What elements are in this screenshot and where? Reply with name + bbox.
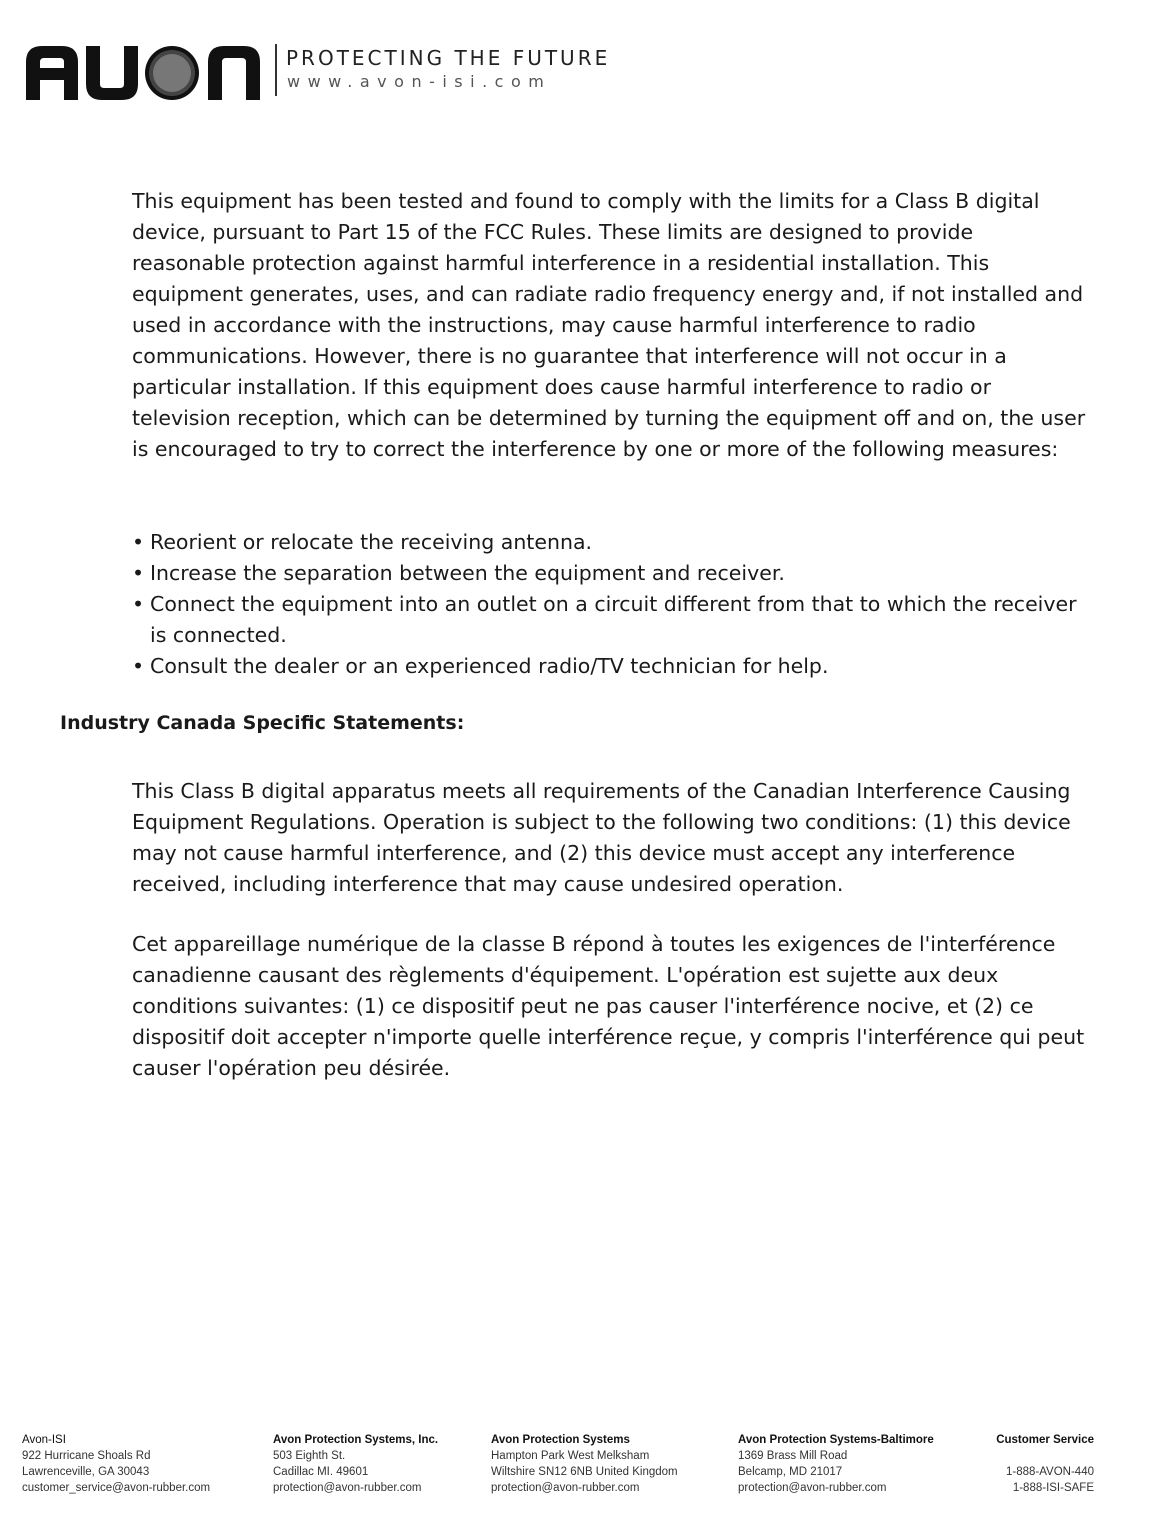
footer-email: customer_service@avon-rubber.com <box>22 1482 211 1494</box>
avon-logo <box>24 38 264 106</box>
footer-line: 922 Hurricane Shoals Rd <box>22 1450 151 1462</box>
list-item: • Reorient or relocate the receiving antenna. <box>132 527 1092 558</box>
footer-line: 503 Eighth St. <box>273 1450 346 1462</box>
footer-address-melksham <box>491 1432 678 1496</box>
footer-email: protection@avon-rubber.com <box>738 1482 887 1494</box>
list-item: • Consult the dealer or an experienced radio/TV technician for help. <box>132 651 1092 682</box>
footer-address-cadillac <box>273 1432 438 1496</box>
section-heading: Industry Canada Specific Statements: <box>60 712 465 734</box>
fcc-statement-paragraph: This equipment has been tested and found to comply with the limits for a Class B digital device, pursuant to Part 15 of the FCC Rules. These limits are designed to provide reasonable protection against harmful interference in a residential installation. This equipment generates, uses, and can radiate radio frequency energy and, if not installed and used in accordance with the instructions, may cause harmful interference to radio communications. However, there is no guarantee that interference will not occur in a particular installation. If this equipment does cause harmful interference to radio or television reception, which can be determined by turning the equipment off and on, the user is encouraged to try to correct the interference by one or more of the following measures: <box>132 189 1086 461</box>
footer-email: protection@avon-rubber.com <box>273 1482 422 1494</box>
footer-address-baltimore <box>738 1432 934 1496</box>
canada-statement-french: Cet appareillage numérique de la classe B répond à toutes les exigences de l'interférence canadienne causant des règlements d'équipement. L'opération est sujette aux deux conditions suivantes: (1) ce dispositif peut ne pas causer l'interférence nocive, et (2) ce dispositif doit accepter n'importe quelle interférence reçue, y compris l'interférence qui peut causer l'opération peu désirée. <box>132 932 1085 1080</box>
footer-line: Wiltshire SN12 6NB United Kingdom <box>491 1466 678 1478</box>
footer-title: Avon Protection Systems-Baltimore <box>738 1434 934 1446</box>
footer-customer-service <box>994 1432 1094 1496</box>
footer-line: Lawrenceville, GA 30043 <box>22 1466 150 1478</box>
footer-line: Cadillac MI. 49601 <box>273 1466 369 1478</box>
tagline: PROTECTING THE FUTURE <box>286 46 611 70</box>
footer-phone: 1-888-AVON-440 <box>1006 1466 1094 1478</box>
footer-line: Hampton Park West Melksham <box>491 1450 650 1462</box>
website-url: www.avon-isi.com <box>287 72 552 91</box>
canada-statement-english: This Class B digital apparatus meets all requirements of the Canadian Interference Causing Equipment Regulations. Operation is subject to the following two conditions: (1) this device may not cause harmful interference, and (2) this device must accept any interference received, including interference that may cause undesired operation. <box>132 779 1071 896</box>
footer-email: protection@avon-rubber.com <box>491 1482 640 1494</box>
header-divider <box>275 44 277 96</box>
footer-line: 1369 Brass Mill Road <box>738 1450 848 1462</box>
measures-list <box>132 527 1092 682</box>
footer-title: Avon-ISI <box>22 1434 66 1446</box>
footer-title: Avon Protection Systems, Inc. <box>273 1434 439 1446</box>
footer-line: Belcamp, MD 21017 <box>738 1466 843 1478</box>
list-item: • Increase the separation between the equipment and receiver. <box>132 558 1092 589</box>
footer-title: Customer Service <box>996 1434 1094 1446</box>
list-item: • Connect the equipment into an outlet on a circuit different from that to which the receiver is connected. <box>132 589 1092 651</box>
footer-phone: 1-888-ISI-SAFE <box>1012 1482 1094 1494</box>
footer-address-avon-isi <box>22 1432 210 1496</box>
footer-title: Avon Protection Systems <box>491 1434 630 1446</box>
